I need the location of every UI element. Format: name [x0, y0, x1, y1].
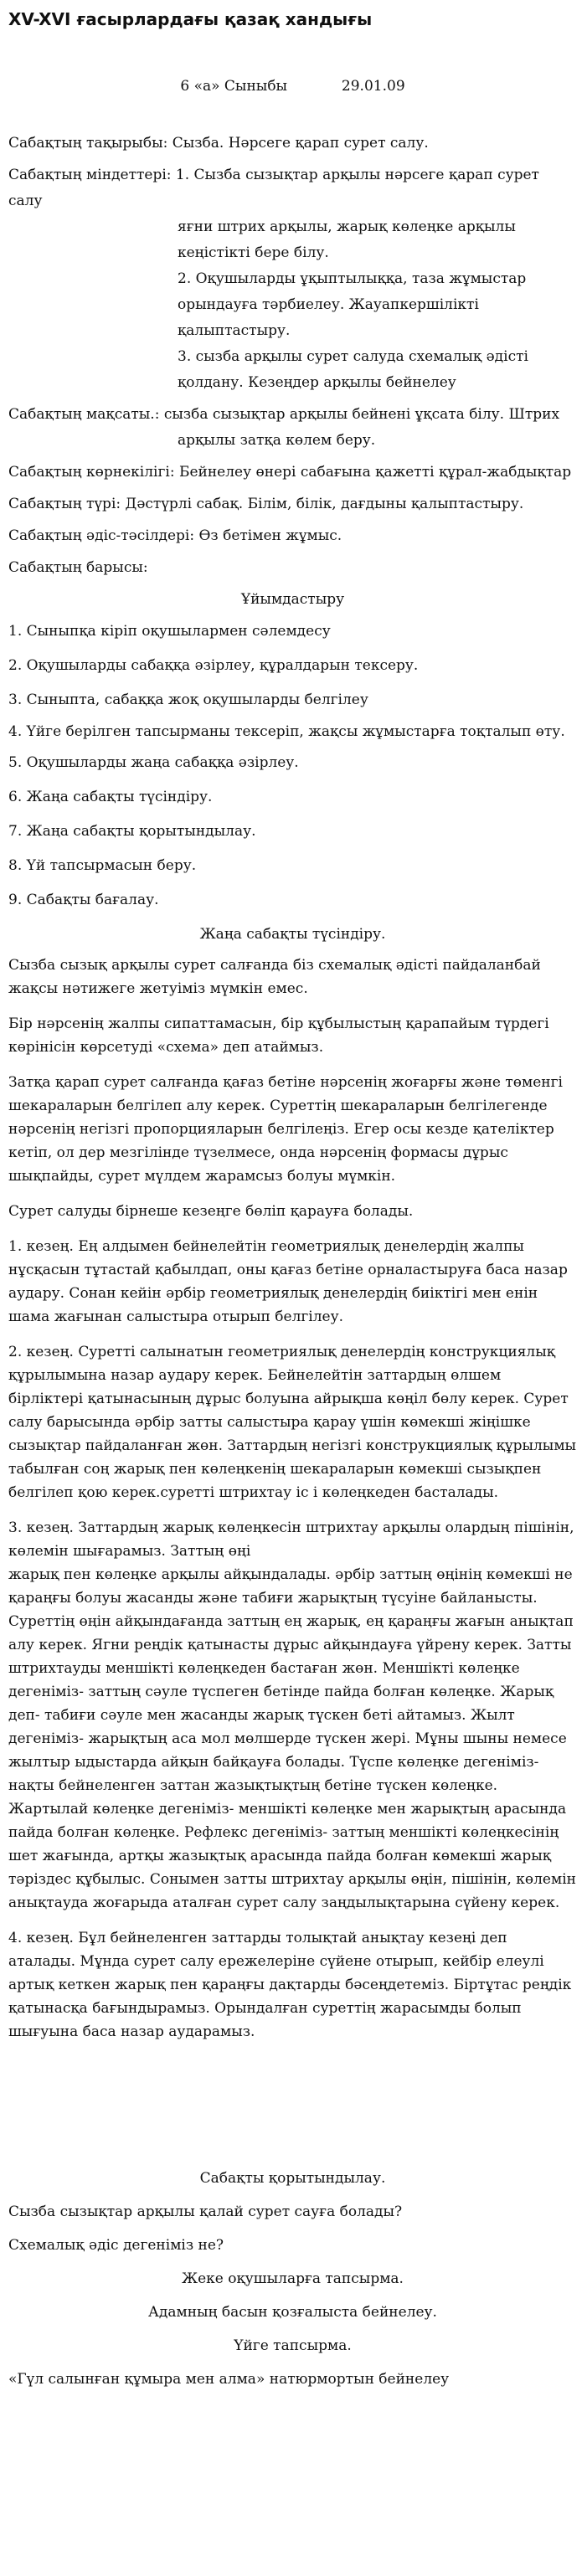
lesson-topic: Сабақтың тақырыбы: Сызба. Нәрсеге қарап сурет салу.: [8, 135, 429, 152]
new-lesson-heading: Жаңа сабақты түсіндіру.: [199, 926, 386, 943]
summary-heading: Сабақты қорытындылау.: [199, 2170, 386, 2187]
closing-section: [8, 2166, 577, 2393]
lesson-progress-heading: Сабақтың барысы:: [8, 559, 148, 576]
class-date-line: 6 «а» Сыныбы 29.01.09: [180, 78, 405, 95]
organization-step: 1. Сыныпқа кіріп оқушылармен сәлемдесу: [8, 623, 331, 640]
stage-1-paragraph: 1. кезең. Ең алдымен бейнелейтін геометриялық денелердің жалпы нұсқасын тұтастай қабылдап, оны қағаз бетіне орналастыруға баса назар аудару. Сонан кейін әрбір геометриялық денелердің биіктігі мен енін шама жағынан салыстыра отырып белгілеу.: [8, 1238, 568, 1325]
review-question: Сызба сызықтар арқылы қалай сурет сауға болады?: [8, 2203, 403, 2220]
individual-task-heading: Жеке оқушыларға тапсырма.: [182, 2270, 404, 2287]
lesson-methods: Сабақтың әдіс-тәсілдері: Өз бетімен жұмыс.: [8, 527, 342, 544]
homework-heading: Үйге тапсырма.: [234, 2337, 352, 2354]
organization-step: 3. Сыныпта, сабаққа жоқ оқушыларды белгілеу: [8, 692, 368, 708]
organization-step: 7. Жаңа сабақты қорытындылау.: [8, 823, 256, 840]
individual-task: Адамның басын қозғалыста бейнелеу.: [148, 2304, 437, 2321]
stage-2-paragraph: 2. кезең. Суретті салынатын геометриялық денелердің конструкциялық құрылымына назар аудару керек. Бейнелейтін заттардың өлшем бірліктері қатынасының дұрыс болуына айрықша көңіл бөлу керек. Сурет салу барысында әрбір затты салыстыра қарау үшін көмекші жіңішке сызықтар пайдаланған жөн. Заттардың негізгі конструкциялық құрылымы табылған соң жарық пен көлеңкенің шекараларын көмекші сызықпен белгілеп қою керек.суретті штрихтау іс і көлеңкеден басталады.: [8, 1344, 577, 1501]
organization-step: 9. Сабақты бағалау.: [8, 892, 159, 908]
organization-step: 4. Үйге берілген тапсырманы тексеріп, жақсы жұмыстарға тоқталып өту.: [8, 723, 565, 740]
lesson-paragraph: Сурет салуды бірнеше кезеңге бөліп қарауға болады.: [8, 1203, 414, 1220]
organization-step: 8. Үй тапсырмасын беру.: [8, 857, 197, 874]
lesson-task-line: 3. сызба арқылы сурет салуда схемалық әдісті: [178, 348, 528, 365]
page-title: XV-XVI ғасырлардағы қазақ хандығы: [8, 9, 373, 29]
organization-step: 6. Жаңа сабақты түсіндіру.: [8, 789, 213, 805]
lesson-task-line: қалыптастыру.: [178, 322, 291, 339]
lesson-task-line: орындауға тәрбиелеу. Жауапкершілікті: [178, 296, 479, 313]
lesson-type: Сабақтың түрі: Дәстүрлі сабақ. Білім, білік, дағдыны қалыптастыру.: [8, 496, 524, 512]
lesson-goal-heading: Сабақтың мақсаты.: сызба сызықтар арқылы бейнені ұқсата білу. Штрих: [8, 406, 560, 423]
lesson-paragraph: Бір нәрсенің жалпы сипаттамасын, бір құбылыстың қарапайым түрдегі көрінісін көрсетуді «схема» деп атаймыз.: [8, 1015, 549, 1056]
blank-space: [8, 2055, 577, 2166]
lesson-task-line: яғни штрих арқылы, жарық көлеңке арқылы: [178, 219, 516, 235]
review-question: Схемалық әдіс дегеніміз не?: [8, 2237, 224, 2254]
lesson-goal-line: арқылы затқа көлем беру.: [178, 432, 376, 449]
organization-heading: Ұйымдастыру: [240, 591, 345, 608]
lesson-task-line: 2. Оқушыларды ұқыптылыққа, таза жұмыстар: [178, 270, 527, 287]
stage-3-paragraph: 3. кезең. Заттардың жарық көлеңкесін штрихтау арқылы олардың пішінін, көлемін шығарамыз. Заттың өңі жарық пен көлеңке арқылы айқындалады. әрбір заттың өңінің көмекші не қараңғы болуы жасанды және табиғи жарықтың түсуіне байланысты. Суреттің өңін айқындағанда заттың ең жарық, ең қараңғы жағын анықтап алу керек. Ягни реңдік қатынасты дұрыс айқындауға үйрену керек. Затты штрихтауды меншікті көлеңкеден бастаған жөн. Меншікті көлеңке дегеніміз- заттың сәуле түспеген бетінде пайда болған көлеңке. Жарық деп- табиғи сәуле мен жасанды жарық түскен беті айтамыз. Жылт дегеніміз- жарықтың аса мол мөлшерде түскен жері. Мұны шыны немесе жылтыр ыдыстарда айқын байқауға болады. Түспе көлеңке дегеніміз- нақты бейнеленген заттан жазықтықтың бетіне түскен көлеңке. Жартылай көлеңке дегеніміз- меншікті көлеңке мен жарықтың арасында пайда болған көлеңке. Рефлекс дегеніміз- заттың меншікті көлеңкесінің шет жағында, артқы жазықтық арасында пайда болған көмекші жарық тәріздес құбылыс. Сонымен затты штрихтау арқылы өңін, пішінін, көлемін анықтауда жоғарыда аталған сурет салу заңдылықтарына сүйену керек.: [8, 1519, 576, 1911]
lesson-paragraph: Затқа қарап сурет салғанда қағаз бетіне нәрсенің жоғарғы және төменгі шекараларын белгілеп алу керек. Суреттің шекараларын белгілегенде нәрсенің негізгі пропорцияларын белгілеңіз. Егер осы кезде қателіктер кетіп, ол дер мезгілінде түзелмесе, онда нәрсенің формасы дұрыс шықпайды, сурет мүлдем жарамсыз болуы мүмкін.: [8, 1074, 563, 1185]
lesson-task-line: кеңістікті бере білу.: [178, 244, 329, 261]
lesson-task-line: қолдану. Кезеңдер арқылы бейнелеу: [178, 374, 456, 391]
stage-4-paragraph: 4. кезең. Бұл бейнеленген заттарды толықтай анықтау кезеңі деп аталады. Мұнда сурет салу ережелеріне сүйене отырып, кейбір елеулі артық кеткен жарық пен қараңғы дақтарды бәсеңдетеміз. Біртұтас реңдік қатынасқа бағындырамыз. Орындалған суреттің жарасымды болып шығуына баса назар аударамыз.: [8, 1930, 572, 2040]
homework-task: «Гүл салынған құмыра мен алма» натюрмортын бейнелеу: [8, 2371, 450, 2388]
lesson-visual-aids: Сабақтың көрнекілігі: Бейнелеу өнері сабағына қажетті құрал-жабдықтар: [8, 464, 572, 481]
organization-step: 2. Оқушыларды сабаққа әзірлеу, құралдарын тексеру.: [8, 657, 419, 674]
organization-step: 5. Оқушыларды жаңа сабаққа әзірлеу.: [8, 754, 299, 771]
lesson-paragraph: Сызба сызық арқылы сурет салғанда біз схемалық әдісті пайдаланбай жақсы нәтижеге жетуіміз мүмкін емес.: [8, 957, 541, 997]
lesson-tasks-heading: Сабақтың міндеттері: 1. Сызба сызықтар арқылы нәрсеге қарап сурет салу: [8, 167, 539, 209]
